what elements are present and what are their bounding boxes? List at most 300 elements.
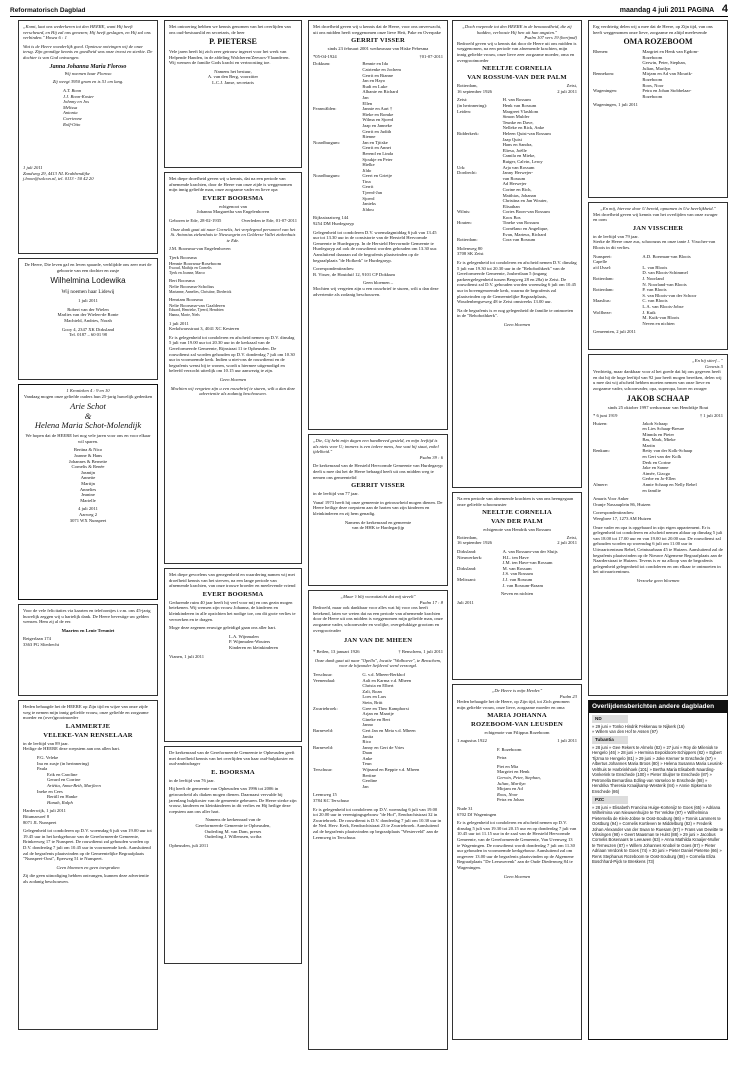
page-meta (620, 3, 728, 15)
family-member: Paula (37, 766, 48, 772)
intro: Na een periode van afnemende krachten is van ons heengegaan onze geliefde schoonzuster (457, 496, 574, 507)
phone: Tel. 0187 – 60 01 98 (69, 332, 107, 338)
intro: De Heere, Die leven gaf en leven spaarde, verblijdde ons zeer met de geboorte van een dochter en zusje (24, 262, 152, 273)
deceased-name: GERRIT VISSER (351, 482, 405, 490)
intro: De kerkenraad van de Gereformeerde Gemeente te Opheusden geeft met droefheid kennis van het overlijden van haar oud-hulpkoster en oud-ambtsdrager (169, 750, 295, 767)
family-member: Zali, Roan (362, 688, 382, 694)
family-member: Teun (362, 761, 372, 767)
correspondence-label: Correspondentieadres: (313, 266, 355, 272)
life-dates (457, 83, 577, 94)
child: Joanne & Hans (73, 453, 103, 458)
family-member: Jakob Schaap (642, 420, 668, 426)
family-member: Cora van Rossum (502, 237, 536, 243)
ad-date: Vianen, 1 juli 2011 (169, 653, 205, 659)
child: Jasmijn (80, 469, 96, 475)
family-place: Ridderkerk: (457, 130, 479, 136)
family-member: Gerard en Corrine (47, 777, 81, 783)
family-place: Dordrecht: (457, 170, 477, 176)
verse: 1 Kronieken 4 : 9 en 10 (66, 388, 110, 393)
column-2 (164, 20, 302, 968)
gathering-note: Na de begrafenis is er nog gelegenheid de familie te ontmoeten in de "Rehobothkerk". (457, 307, 574, 319)
thanks-text: Voor de vele felicitaties via kaarten en telefoontjes t.v.m. ons 45-jarig huwelijk zeggen wij u hartelijk dank. De Heere bevestige uw gelden wensen. Hem zij al de eer. (23, 608, 151, 625)
funeral-details: Er is gelegenheid tot condoleren en afscheid nemen op D.V. dinsdag 5 juli van 19.30 tot 20.15 uur en op donderdag 7 juli van 10.45 uur tot 11.15 uur in de zaal van de Hersteld Hervormde Gemeente, van de Gereformeerde Gemeente, Van Uvenweg 13 te Wageningen. De rouwdienst wordt donderdag 7 juli om 11.30 uur gehouden in voornoemde kerkgebouw. Aansluitend zal om ongeveer 13.00 uur de begrafenis plaatsvinden op de Algemene Begraafplaats "De Leeuwerenk" aan de Oude Diedenweg 84 te Wageningen. (457, 820, 577, 870)
family-member: Mirjam en Ad (497, 786, 523, 792)
address: Leemweg 15 (313, 792, 337, 798)
widower-note: sinds 23 februari 2001 weduwnaar van Hiske Pebesma (327, 46, 429, 52)
family-place: Noardburgum: (313, 173, 340, 179)
column-1 (18, 20, 158, 1034)
family-member: D. van Bloois-Schimmel (642, 270, 688, 276)
deceased-surname: VAN DER PALM (491, 518, 543, 526)
grandchildren: Roos, Noor (497, 791, 518, 797)
address: Nude 31 (457, 805, 473, 811)
family-member: Janny Herwejer- (502, 170, 533, 176)
overview-other-papers (588, 700, 728, 1040)
family-member: Aimée, Giacgo (642, 470, 671, 476)
section-label: Tubantia (592, 736, 628, 744)
family-member: J. Noorland (642, 275, 664, 281)
grandchildren: Hanna, Marie, Niels (169, 313, 200, 318)
family-member: Gerrit en Judith (362, 128, 392, 134)
family-place: Dirksland: (457, 549, 477, 555)
family-place: Almere: (593, 482, 609, 488)
death-date: 2 juli 2011 (557, 540, 577, 546)
funeral-details: Onze vader en opa is opgebaard in zijn eigen appartement. Er is gelegenheid tot condoleren en afscheid nemen aldaar op dinsdag 5 juli van 18.00 tot 17.00 uur en van 19.00 tot 20.00 uur. De rouwdienst zal gehouden worden op woensdag 6 juli om 11.00 uur in Uitvaartcentrum Rebel, Ceintuurbaan 45 te Huizen. Aansluitend zal de begrafenis plaatsvinden op de Nieuwe Algemene Begraafplaats aan de Naarderstraat te Huizen. Tevens is er na afloop van de begrafenis gelegenheid gelegenheid tot condoleren en om elkaar te ontmoeten in het uitvaartcentrum. (593, 524, 723, 575)
verse: „En mij, hiervoe door U bereid, opnamen in Uw heerlijkheid." (600, 206, 716, 211)
ad-obit-rozeboom (452, 684, 582, 1040)
family-place: Veenendaal: (313, 677, 336, 683)
family-member: Petra en Johan (497, 797, 524, 803)
family-member: Nelie Boorsma-Scholtus (169, 284, 215, 289)
family-place: Nunspeet: (593, 253, 612, 259)
address: Reigerlaan 174 (23, 636, 51, 642)
family-member: Arja van Rossum (502, 164, 535, 170)
birth-place: Rotterdam, (457, 534, 478, 540)
birth-date: 16 september 1926 (457, 88, 492, 94)
funeral-details: Er is gelegenheid tot condoleren en afscheid nemen D.V. dinsdag 5 juli van 19.30 tot 20.30 uur in de "Rehobothkerk" van de Gereformeerde Gemeente, Joubertlaan 5 (ingang parkeergelegenheid tussen Bergweg 28 en 28a) te Zeist. De rouwdienst zal D.V. gehouden worden woensdag 6 juli om 10.45 uur in bovengenoemde kerk, waarna de begrafenis zal plaatsvinden op de Gemeentelijke Begraafplaats, Woudenbergseweg 48 te Zeist omstreeks 13.00 uur. (457, 260, 577, 305)
family-member: Erik en Caroline (47, 771, 78, 777)
call-name: Wij noemen haar Lidewij (61, 288, 115, 295)
family-member: P.G. Veleke (37, 755, 59, 761)
family-place: Noardburgum: (313, 139, 340, 145)
deceased-name: MARIA JOHANNA (487, 712, 547, 720)
body: Vele jaren heeft hij zich zeer getrouw ingezet voor het werk van Helpende Handen, in de afdeling Walcheren/Zeeuws-Vlaanderen. Wij wensen de familie Gods kracht en vertroosting toe. (169, 48, 290, 66)
spouse-note: echtgenote van Hendrik van Rossum (483, 527, 551, 533)
deceased-name: NEELTJE CORNELIA (482, 65, 552, 73)
family-place: Feanwâlden: (313, 106, 337, 112)
family-member: P. van Bloois (642, 287, 667, 293)
family-member: Elisathan (502, 203, 520, 209)
family-member: Roos, Noor (642, 82, 664, 88)
note: Geen bloemen (219, 377, 247, 382)
intro: Verdrietig, maar dankbaar voor al het goede dat hij ons gegeven heeft en dat hij de hoge leeftijd van 92 jaar heeft mogen bereiken, delen wij u mee dat wij afscheid hebben moeten nemen van onze lieve en zorgzame vader, schoonvader, opa, superopa, broer en zwager (593, 369, 722, 391)
verse-ref: Psalm 17 : 8 (419, 599, 443, 605)
intro: Bedroefd geven wij u kennis dat door de Heere uit ons midden is weggenomen, na een periode van afnemende krachten, mijn innig geliefde vrouw, onze lieve zeer zorgzame moeder, oma en overgrootmoeder (457, 40, 577, 63)
family-list (37, 755, 153, 805)
deceased-name: EVERT BOORSMA (202, 590, 264, 598)
family-member: Martin (642, 442, 655, 448)
signature: Namens de kerkenraad en gemeente (344, 519, 412, 525)
life-dates (313, 54, 443, 60)
section-label: ND (592, 715, 628, 723)
address-city: Oranje Nassauplein 86, Huizen (593, 501, 651, 507)
family-place: Nieuwerkerk: (457, 554, 483, 560)
ad-obit-visscher (588, 202, 728, 350)
ad-date: Harderwijk, 1 juli 2011 (23, 808, 66, 814)
family-member: Janny en Gert de Vries (362, 744, 405, 750)
intro: Bedroefd, maar ook dankbaar voor alles wat hij voor ons heeft betekend, laten we weten dat na een periode van afnemende krachten door de Heere uit ons midden is weggenomen mijn geliefde man, onze zorgzame vader, schoonvader en vrolijke, overgelukkige grootom en overgrootvader (313, 605, 443, 633)
family-place: Houten: (457, 220, 472, 226)
verse-ref: Psalm 23 (559, 693, 577, 699)
family-member: Betty van der Kolk-Schaap (642, 448, 693, 454)
family-place: Dirksland: (457, 565, 477, 571)
intro: Vandaag mogen onze geliefde ouders hun 25-jarig huwelijk gedenken (23, 393, 153, 399)
family-member: Piet en Mia (497, 763, 519, 769)
paper-name: Reformatorisch Dagblad (10, 7, 86, 14)
child: Bertina & Nico (73, 447, 103, 453)
family-member: Arjan en Maartje (362, 711, 394, 717)
spouse-name: Johanna Margaretha van Engelenhoven (196, 209, 270, 215)
ad-date: Opheusden, juli 2011 (169, 842, 209, 848)
family-place: Zwartebroek: (313, 705, 338, 711)
family-member: Christina en Jan Wouter, (502, 198, 548, 204)
family-member: J.M. ten Have-van Rossum (502, 560, 553, 566)
child: Martijn (81, 480, 95, 486)
issue-date: maandag 4 juli 2011 (619, 7, 686, 14)
death-date: 1 juli 2011 (557, 738, 577, 744)
family-member: Jildou (362, 206, 374, 212)
family-place: Rhenen: (593, 48, 609, 54)
funeral-details: Gelegenheid tot condoleren op D.V. woensdag 6 juli van 19.00 uur tot 19.45 uur in het kerkgebouw van de Gereformeerde Gemeente, Brinkerweg 17 te Nunspeet. De rouwdienst zal gehouden worden op D.V. donderdag 7 juli om 10.45 uur in voornoemde kerk. Aansluitend zal de begrafenis plaatsvinden op de Gemeentelijke Begraafplaats "Nunspeet-Oost", Eperweg 51 te Nunspeet. (23, 828, 152, 862)
family-member: Gerrit (362, 184, 374, 190)
family-member: F. Rozeboom (497, 746, 522, 752)
family-member: Rozeboom (642, 76, 663, 82)
family-member: Janieks (362, 201, 376, 207)
body: Gedurende ruim 40 jaar heeft hij veel voor mij en ons gezin mogen betekenen. Wij wensen zijn vrouw Johanna, de kinderen en kleinkinderen in alle opzichten het nodige toe, om dit grote verlies te verwerken en te dragen. (169, 599, 296, 622)
death-date: †01-07-2011 (419, 53, 443, 59)
ad-obit-schaap (588, 354, 728, 696)
family-member: H.L. ten Have (502, 554, 529, 560)
children-list (23, 447, 153, 503)
address-city: 3708 SK Zeist (457, 251, 484, 257)
family-footer: Neven en nichten (500, 591, 534, 597)
intro: Met ontroering hebben we kennis genomen van het overlijden van ons oud-bestuurslid en secretaris, de heer (169, 24, 291, 35)
ad-birth-lidewij (18, 258, 158, 380)
ad-obit-visser-family (308, 20, 448, 430)
grandchildren: Marianne, Annelies, Christine, Diederick (169, 289, 232, 294)
thanks-note: Onze dank gaat uit naar "Opello", locatie "Walhoeve", te Benschem, voor de bijzonder liefdevol werd verzorgd. (314, 657, 442, 669)
child: Annelies (79, 486, 97, 492)
deceased-name: JAN VISSCHER (632, 224, 684, 232)
family-member: Sjoukje en Peter (362, 156, 393, 162)
family-member: en familie (642, 487, 661, 493)
ad-obit-boorsma-family (164, 172, 302, 564)
parent: Marlies van der Wielen-de Ronte (57, 312, 119, 318)
line: Sterke de Heere onze zus, schoonzus en onze tante J. Visscher-van Bloois in dit verlies. (593, 239, 716, 250)
family-member: L. van Bloois (642, 264, 668, 270)
family-member: Teunke en Dave, (502, 119, 534, 125)
family-member: Christa en Elbert (362, 683, 394, 689)
page-number: 4 (721, 3, 728, 15)
family-member: Jaap en Janneke (362, 122, 392, 128)
grandchildren: Ariëtta, Anna-Beth, Marjleen (47, 783, 101, 788)
family-member: Hans en Sandra, (502, 142, 533, 148)
family-member: Jannie en Aart † (362, 106, 393, 112)
family-place (313, 207, 362, 213)
spouse-label: echtgenoot van (219, 203, 247, 209)
grandchildren: Gerwin, Peter, Stephan, (497, 775, 541, 780)
family-member: Gree en Theo Kamphorst (362, 705, 409, 711)
family-member: Daan (362, 750, 373, 756)
birth-date: * Beilen, 13 januari 1926 (313, 649, 360, 655)
funeral-details: Er is gelegenheid tot condoleren op D.V. woensdag 6 juli van 19.00 tot 20.00 uur in verenigingsgebouw "de Hof", Eendrachtstraat 32 in Zwartebroek. De rouwdienst is D.V. donderdag 7 juli om 10.30 uur in de Ned. Herv. Kerk, Eendrachtstraat 23 te Zwartebroek. Aansluitend zal de begrafenis plaatsvinden op begraafplaats "Westerveld" aan de Leemweg in Terschuur. (313, 806, 442, 840)
family-member: Catrienke en Jochem (362, 67, 401, 72)
family-member: Henriam Boorsma (169, 297, 203, 303)
intro: Erg verdrietig delen wij u mee dat de Heere, op Zijn tijd, van ons heeft weggenomen onze lieve, zorgzame en altijd meelevende (593, 24, 713, 35)
widower-note: sinds 25 oktober 1997 weduwnaar van Hendrikje Bout (607, 405, 709, 411)
family-member: Jan (362, 783, 369, 789)
family-member: Simon Mulder (502, 114, 530, 120)
family-place: Wolfheze: (593, 309, 612, 315)
signature: van de HHK te Hardegar(ijp (351, 525, 405, 531)
birth-date: 16 september 1926 (457, 540, 492, 546)
grandchildren: Tjerk en Joanne, Marco (169, 270, 206, 275)
family-member: Jan en Hayo (362, 78, 386, 84)
family-member: Gerbe en Jo-Ellen (642, 476, 676, 482)
ad-date: 4 juli 2011 (78, 506, 98, 512)
birth-date: Geboren te Ede, 28-02-1935 (169, 218, 222, 223)
family-list (497, 747, 577, 803)
address-city: 9254 DM Hurdegaryp (313, 221, 354, 227)
family-member: L.A. van Bloois-Jobse (642, 303, 684, 309)
family-member: Hielke (362, 162, 375, 168)
family-member: Tineke van Rossum (502, 220, 539, 226)
family-member: Stein, Britt (362, 699, 383, 705)
birth-date: 1 augustus 1922 (457, 738, 487, 744)
family-member: Eliesa, Joëlle (502, 147, 527, 153)
family-member: J. Kuik (642, 309, 656, 315)
child: Marielle (80, 497, 96, 503)
family-member: Nelleke en Rick, Anke (502, 125, 545, 131)
body: Vanaf 1973 heeft hij onze gemeente in getrouwheid mogen dienen. De Heere heilige deze roepstem aan de harten van zijn kinderen en kleinkinderen en zij hem genadig. (313, 499, 443, 516)
column-4 (452, 20, 582, 1044)
overview-entry: » 28 juni » Elisabeth Francina Huige-Kortenijz te Goes (65) » Adriana Wilhelmina van Nieuwenhuijze te Ter Veldse (97) » Wilhelmina Pieternella de Kleis-Jobse te Oost-Souburg (86) » Tonnis Lammers te Oostburg (94) » Cornelis Kortleven te Middelburg (82) » Frederik Johan Alexander van der Swan te Ruesam (87) » Frans van Dewitte te Vlissingen (98) » Geert Maasman te Hulst (88) » 29 juni » Jacobus Cornelis Bosenaars te Leeuwen (63) » Anna Mathilda Kraaijer-Muller te Terneuzen (87) » Willem Johannes Knobel te Goes (87) » Pieter Adriaan Verdonk te Goes (74) » 30 juni » Pieter Daniel Pieterse (66) » Rens Stephanus Rozeboom te Oost-Souburg (88) » Cornelia Eliza Boschhard-Pijck te Breskens (73) (592, 804, 724, 865)
family-member: Minnda en Pieter (642, 431, 675, 437)
family-member: Bas, Mark, Mieke (642, 437, 676, 443)
family-member: Henk van Rossum (502, 103, 537, 108)
family-member: H. van Rossum (502, 97, 531, 103)
verse-ref: Psalm 107 vers 19 (berijmd) (524, 35, 577, 41)
signature: Ouderling M. van Dam, preses (204, 828, 262, 834)
family-member: Tjerk Boorsma (169, 254, 197, 260)
verse-ref: Psalm 39 : 6 (419, 454, 443, 460)
family-member: Geert en Grietje (362, 173, 392, 179)
address: Bitumarsoef 8 (23, 813, 50, 819)
note: Verzoeke geen bloemen (636, 577, 680, 583)
verse: „De Heere is mijn Herder." (491, 688, 543, 693)
family-member: Petra en Johan Stobbelaar- (642, 88, 692, 94)
family-member: Antonia (63, 110, 78, 116)
section-label: PAGINA (687, 7, 714, 14)
family-member: Mirjam en Ad van Mourik- (642, 71, 693, 77)
grandchildren: Eduard, Henrieke, Tjeerd, Hendrien (169, 308, 224, 313)
address-city: 3071 WX Nunspeet (69, 517, 107, 523)
deceased-name: NEELTJE CORNELIA (482, 509, 552, 517)
address-city: 3363 PG Sliedrecht (23, 641, 59, 647)
family-member: Rienne (362, 134, 376, 140)
age: in de leeftijd van 77 jaar. (313, 491, 359, 497)
birth-date: * 6 juni 1919 (593, 412, 618, 418)
address: Rijksstraatweg 144 (313, 215, 349, 221)
family-member: Margriet en Henk (497, 769, 530, 775)
child: Jeanine (81, 492, 95, 498)
death-place: Zeist, (566, 534, 577, 540)
address-city: 8071 JL Nunspeet (23, 819, 57, 825)
family-place (457, 583, 503, 589)
siblings: Machteld, Andries, Norah (64, 318, 112, 324)
family-place: Barneveld: (313, 727, 334, 733)
ad-obit-boorsma-church (164, 746, 302, 964)
family-member: Rolf-Otto (63, 121, 81, 127)
grandchildren: Julian, Marilyn (497, 780, 526, 786)
family-place: Rotterdam: (457, 237, 478, 243)
grandchildren: Hanah, Ralph (47, 799, 73, 805)
family-member: G. v.d. Mheen-Berkhof (362, 671, 406, 677)
age: in de leeftijd van 79 jaar. (593, 233, 639, 239)
line: Heilige de HEERE deze roepstem aan ons allen hart. (23, 746, 121, 752)
intro: Heden behaagde het de HEERE op Zijn tijd en wijze van onze zijde weg te nemen mijn innig geliefde vrouw, onze geliefde en zorgzame moeder en (over)grootmoeder (23, 704, 149, 721)
deceased-surname: ROZEBOOM-VAN LEUSDEN (471, 721, 563, 729)
spouse-note: echtgenote van Filippus Rozeboom (484, 730, 550, 736)
family-place: Capelle (593, 259, 608, 265)
signature: Namens het bestuur, (214, 68, 252, 74)
deceased-name: EVERT BOORSMA (202, 194, 264, 202)
deceased-surname: VAN ROSSUM-VAN DER PALM (467, 74, 567, 82)
grandchildren: Ewoud, Mathijs en Cornelis (169, 266, 212, 271)
verse: „Die, Gij hebt mijn dagen een handbreed gesteld, en mijn leeftijd is als niets voor U; immers is een iedere mens, hoe vast hij staat, enkel ijdelheid." (313, 438, 439, 455)
signature: A. van den Berg, voorzitter (207, 74, 259, 80)
family-list (593, 421, 723, 494)
family-member: Wijnand en Beppie v.d. Mheen (362, 767, 420, 773)
section-label: PZC (592, 796, 628, 804)
family-member: Margreet Vlasblom (502, 108, 539, 114)
correspondence-address: Weegbree 17, 1273 AM Huizen (593, 516, 652, 521)
masthead (10, 2, 728, 17)
family-member: J. van Rossum-Braam (502, 582, 544, 588)
family-place (593, 488, 642, 494)
family-member: Jan en Tjitske (362, 139, 388, 145)
child: Johannes & Bernette (68, 458, 108, 464)
verse: „Doch roepende tot den HEERE in de benauwdheid, die zij hadden, verlooste Hij hen uit hun angsten." (462, 24, 572, 35)
verse-2: Wat is de Heere wonderlijk goed. Opnieuw ontvingen wij de onze terug. Zijn grondige kennis en goedheid was onze troost en sterkte. De dochter is van God ontvangen. (23, 43, 153, 60)
family-member: en Lies Schaap-Breure (642, 426, 685, 432)
signature: Namens de kerkenraad van de (205, 817, 261, 823)
signature: Kinderen en kleinkinderen (229, 644, 278, 650)
call-name: Wij noemen haar Floroso (64, 70, 112, 76)
family-list (169, 246, 297, 317)
family-member: Gerwin, Peter, Stephan, (642, 60, 686, 66)
verse: „Maar 't blij vooruitzicht dat mij streelt" (340, 594, 416, 599)
note: Geen bloemen (503, 321, 531, 327)
family-member: S. van Bloois-van der Schoor (642, 292, 697, 298)
family-place: Dokkum: (313, 61, 331, 67)
verse: „En hij stierf... " (692, 358, 723, 363)
verse: „Komt, laat ons wederkeren tot den HEERE, want Hij heeft verscheurd, en Hij zal ons genezen; Hij heeft geslagen, en Hij zal ons verbinden." Hosea 6 : 1 (23, 24, 151, 41)
family-member: Loes en Lars (362, 694, 387, 700)
family-member: Aalt en Karma v.d. Mheen (362, 677, 412, 683)
overview-entry: » 28 juni » Gee Rekers te Almelo (82) » 27 juni » Roy de Mileniok te Hengelo (46) » 28 juni » Hermina Eepoldoors-Schippers (82) » Egbert Tijzma te Hengelo (81) » 29 juni » Joke Kremer te Enschede (57) » Albertus Johannes Maria Broos (80) » Helena Susanna Maria Leusink-Velthuis te Harbrinkhoek (101) » Bertha Maria Elisabeth Naarding-Vonkerink te Enschede (100) » Pieter Sluijter te Enschede (87) » Petronella Bernardina Edling-van Varseloo te Enschede (88) » Hendrika Theresia Kraaijkamp-Westerik (84) » Annie Sipkema te Enschede (86) (592, 745, 724, 794)
family-member: Bennie en Ida (362, 61, 388, 67)
birth-place: Rotterdam, (457, 83, 478, 89)
thanks-note: Onze dank gaat uit naar Cornelis, het verplegend personeel van het St. Antonius ziekenhuis te Nieuwegein en Gelderse Vallei ziekenhuis te Ede. (170, 226, 296, 243)
address-city: 6702 DJ Wageningen (457, 811, 497, 817)
note: Geen bloemen – (362, 280, 394, 286)
family-member: A.T. Boon (63, 88, 82, 94)
parent: Robert van der Wielen (67, 306, 109, 312)
intro: Met diepe gevoelens van genegenheid en waardering namen wij met droefheid kennis van het sterven, na een lange periode van afnemende krachten, van onze trouwe broeder en meelevende vriend (169, 572, 296, 589)
signature: L.A. Wijnmalen (229, 633, 259, 639)
family-place: (in herinnering): (457, 103, 488, 108)
funeral-details: Er is gelegenheid tot condoleren en afscheid nemen op D.V. dinsdag 5 juli van 19.00 uur tot 20.30 uur in de kerkzaal van de Gereformeerde Gemeente, Rijnstraat 11 te Opheusden. De rouwdienst zal worden gehouden op D.V. donderdag 7 juli om 10.30 uur in voornoemde kerk. Indien u niet-ons de rouwdienst en de begrafenis wenst bij te wonen, wordt u hiermee uitgenodigd en beleefd verzocht uiterlijk om 10.15 uur aanwezig te zijn. (169, 334, 295, 374)
correspondence-address: B. Visser, de Houtduif 12, 9101 CP Dokkum (313, 271, 395, 277)
family-member: Ad Herwejer (502, 181, 527, 187)
family-list (313, 61, 443, 212)
family-member: Ineke en Cees (37, 788, 63, 794)
address: Gooy 4, 2347 XK Dirksland (61, 326, 115, 332)
family-member: A.D. Boerman-van Bloois (642, 253, 691, 259)
family-member: Matthias, Johanan (502, 192, 537, 198)
family-place: Rotterdam: (593, 287, 614, 293)
ampersand: & (84, 410, 92, 421)
age: in de leeftijd van 76 jaar. (169, 777, 215, 783)
family-member: Margriet en Henk van Egdom- (642, 48, 699, 54)
family-member: Berend en Linda (362, 150, 394, 156)
wish: We hopen dat de HEERE het nog vele jaren voor ons en voor elkaar wil sparen. (25, 433, 151, 444)
family-place: Huizen: (593, 420, 608, 426)
family-member: Albanie en Richard (362, 89, 399, 95)
family-place: Wageningen: (593, 88, 618, 94)
life-dates (593, 413, 723, 419)
death-date: 2 juli 2011 (557, 88, 577, 94)
family-member: Tjeerd-Jan (362, 190, 383, 196)
family-place: a/d IJssel: (593, 264, 612, 270)
family-member: Corrienne (63, 116, 82, 122)
ad-obit-van-der-palm-inlaws (452, 492, 582, 680)
closing-note: Mochten wij vergeten zijn u een rouwbrief te sturen, wilt u dan deze advertentie als zodanig beschouwen. (170, 385, 296, 397)
family-list (313, 672, 443, 789)
family-member: J.S. van Rossum (502, 571, 533, 577)
family-member: Ina en zusje (in herinnering) (37, 760, 90, 766)
signature: L.C.J. Janse, secretaris (212, 79, 254, 85)
overview-title: Overlijdensberichten andere dagbladen (589, 701, 727, 713)
family-member: J.J. van Rossum (502, 577, 533, 582)
child: Annette (80, 475, 96, 481)
death-place: Zeist, (566, 83, 577, 89)
family-member: Heleen Quist-van Rossum (502, 130, 551, 136)
birth-weight: Zij weegt 3950 gram en is 51 cm lang. (52, 79, 124, 85)
family-member: Gerrit en Bianne (362, 72, 394, 78)
family-place: Leiden: (457, 108, 472, 114)
family-member: J.J. Boon-Koster (63, 93, 95, 99)
address: Amaris Voor Anker (593, 496, 629, 502)
family-place (593, 94, 642, 100)
family-member: Julian, Marilyn (642, 65, 671, 71)
family-list (457, 97, 577, 242)
ad-date: Juli 2011 (457, 599, 474, 605)
overview-entry: » Willem van den Hof te Assen (97) (592, 728, 658, 734)
family-list (593, 254, 723, 327)
family-member: M. Kuik-van Bloois (642, 315, 680, 321)
